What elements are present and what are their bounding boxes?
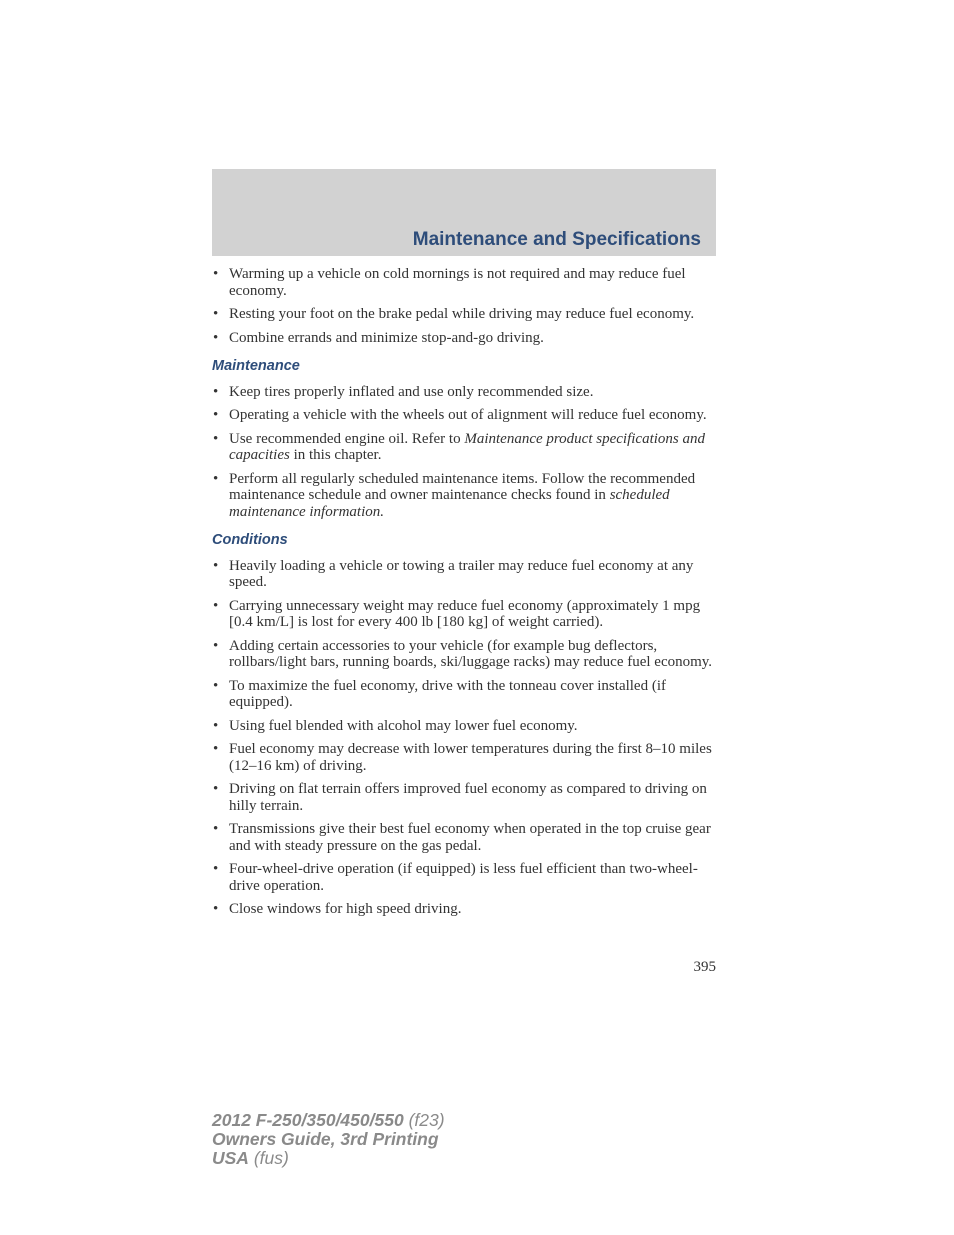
footer-model-text: 2012 F-250/350/450/550 — [212, 1110, 404, 1130]
list-item — [212, 306, 718, 323]
list-item — [212, 266, 718, 299]
list-item — [212, 861, 718, 894]
bullet-icon: • — [213, 407, 219, 423]
section-header-band — [212, 169, 716, 256]
conditions-heading: Conditions — [212, 532, 288, 548]
maintenance-bullet-list — [212, 384, 718, 521]
list-item-text: Adding certain accessories to your vehicle (for example bug deflectors, rollbars/light bars, running boards, ski/luggage racks) may reduce fuel economy. — [229, 637, 713, 670]
list-item-text: Use recommended engine oil. Refer to — [229, 430, 465, 447]
footer-market-text: USA — [212, 1148, 249, 1168]
list-item — [212, 678, 718, 711]
list-item — [212, 741, 718, 774]
list-item-text: Operating a vehicle with the wheels out of alignment will reduce fuel economy. — [229, 407, 707, 423]
bullet-icon: • — [213, 717, 219, 734]
page-content — [212, 266, 718, 925]
list-item — [212, 558, 718, 591]
footer-model-code: (f23) — [403, 1110, 445, 1130]
intro-bullet-list — [212, 266, 718, 346]
list-item-text: Combine errands and minimize stop-and-go driving. — [229, 329, 544, 346]
footer-line-guide: Owners Guide, 3rd Printing — [212, 1129, 439, 1149]
list-item — [212, 330, 718, 347]
footer-market-code: (fus) — [248, 1148, 289, 1168]
list-item — [212, 718, 718, 735]
cross-reference: Maintenance product specifications and capacities — [229, 430, 705, 463]
bullet-icon: • — [213, 329, 219, 346]
bullet-icon: • — [213, 821, 219, 837]
list-item-text: To maximize the fuel economy, drive with the tonneau cover installed (if equipped). — [229, 677, 666, 710]
list-item — [212, 471, 718, 521]
bullet-icon: • — [213, 901, 219, 917]
footer-line-model — [212, 1111, 445, 1130]
bullet-icon: • — [213, 557, 219, 574]
bullet-icon: • — [213, 306, 219, 322]
list-item-text: Keep tires properly inflated and use only recommended size. — [229, 383, 594, 400]
page-number: 395 — [693, 959, 716, 975]
cross-reference: scheduled maintenance information. — [229, 487, 670, 520]
list-item-text: Carrying unnecessary weight may reduce fuel economy (approximately 1 mpg [0.4 km/L] is lost for every 400 lb [180 kg] of weight carried). — [229, 597, 701, 630]
list-item — [212, 598, 718, 631]
section-title: Maintenance and Specifications — [412, 229, 701, 250]
document-footer — [212, 1111, 445, 1168]
list-item-text: Driving on flat terrain offers improved fuel economy as compared to driving on hilly terrain. — [229, 781, 707, 814]
list-item-text: Close windows for high speed driving. — [229, 901, 462, 917]
list-item-text: Resting your foot on the brake pedal while driving may reduce fuel economy. — [229, 306, 695, 322]
bullet-icon: • — [213, 266, 219, 282]
bullet-icon: • — [213, 470, 219, 487]
footer-line-market — [212, 1149, 445, 1168]
list-item — [212, 781, 718, 814]
list-item-text: Warming up a vehicle on cold mornings is not required and may reduce fuel economy. — [229, 266, 686, 299]
conditions-bullet-list — [212, 558, 718, 918]
bullet-icon: • — [213, 861, 219, 877]
list-item-text: Fuel economy may decrease with lower temperatures during the first 8–10 miles (12–16 km) of driving. — [229, 741, 712, 774]
bullet-icon: • — [213, 677, 219, 694]
list-item — [212, 431, 718, 464]
bullet-icon: • — [213, 741, 219, 757]
maintenance-heading: Maintenance — [212, 358, 300, 374]
list-item — [212, 407, 718, 424]
list-item-text: Perform all regularly scheduled maintenance items. Follow the recommended maintenance schedule and owner maintenance checks found in — [229, 470, 696, 503]
list-item — [212, 384, 718, 401]
bullet-icon: • — [213, 781, 219, 797]
list-item — [212, 821, 718, 854]
list-item — [212, 901, 718, 918]
list-item-text: Transmissions give their best fuel economy when operated in the top cruise gear and with steady pressure on the gas pedal. — [229, 821, 711, 854]
list-item-text: in this chapter. — [289, 447, 382, 463]
bullet-icon: • — [213, 430, 219, 447]
list-item-text: Using fuel blended with alcohol may lower fuel economy. — [229, 717, 578, 734]
list-item-text: Heavily loading a vehicle or towing a trailer may reduce fuel economy at any speed. — [229, 557, 694, 590]
bullet-icon: • — [213, 383, 219, 400]
list-item — [212, 638, 718, 671]
bullet-icon: • — [213, 637, 219, 654]
list-item-text: Four-wheel-drive operation (if equipped) is less fuel efficient than two-wheel-drive operation. — [229, 861, 698, 894]
bullet-icon: • — [213, 597, 219, 614]
